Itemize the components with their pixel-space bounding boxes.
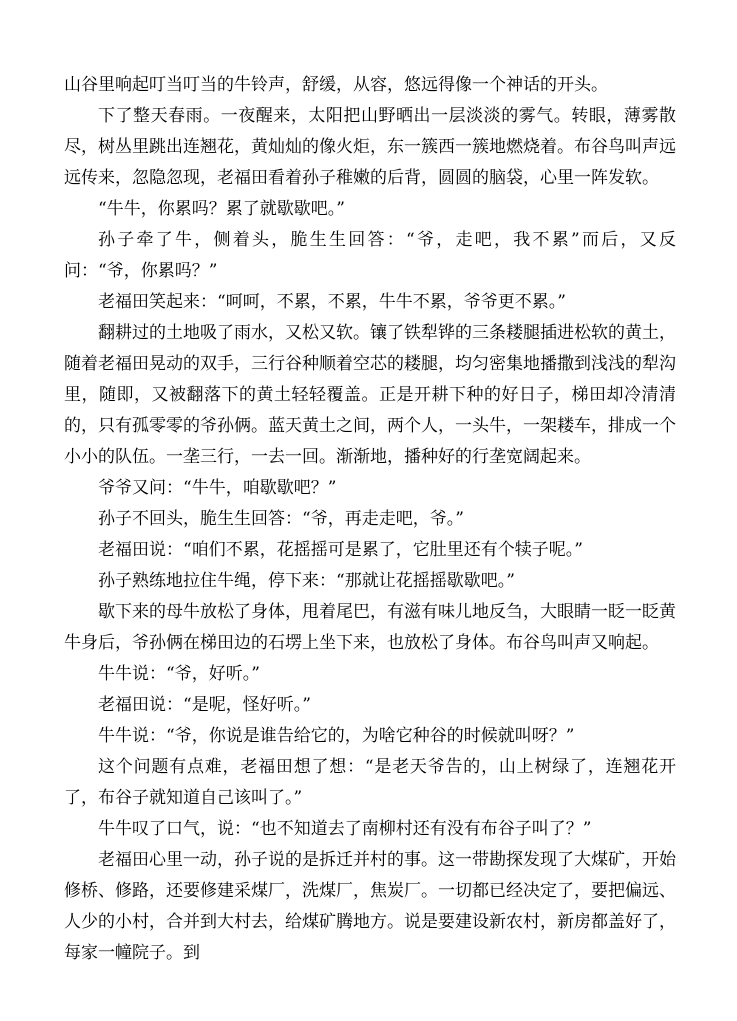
paragraph: 牛牛说：“爷，好听。” [98,664,260,684]
paragraph: 老福田说：“是呢，怪好听。” [98,695,311,715]
paragraph: 歇下来的母牛放松了身体，甩着尾巴，有滋有味儿地反刍，大眼睛一眨一眨黄牛身后，爷孙俩在梯田边的石塄上坐下来，也放松了身体。布谷鸟叫声又响起。 [64,602,676,653]
paragraph: 山谷里响起叮当叮当的牛铃声，舒缓，从容，悠远得像一个神话的开头。 [64,75,608,95]
paragraph: 孙子不回头，脆生生回答：“爷，再走走吧，爷。” [98,509,464,529]
paragraph: 牛牛说：“爷，你说是谁告给它的，为啥它种谷的时候就叫呀？” [98,726,575,746]
paragraph: 孙子熟练地拉住牛绳，停下来：“那就让花摇摇歇歇吧。” [98,571,515,591]
paragraph: 爷爷又问：“牛牛，咱歇歇吧？” [98,478,337,498]
paragraph: 下了整天春雨。一夜醒来，太阳把山野晒出一层淡淡的雾气。转眼，薄雾散尽，树丛里跳出连翘花，黄灿灿的像火炬，东一簇西一簇地燃烧着。布谷鸟叫声远远传来，忽隐忽现，老福田看着孙子稚嫩的后背，圆圆的脑袋，心里一阵发软。 [64,106,676,188]
paragraph: 这个问题有点难，老福田想了想：“是老天爷告的，山上树绿了，连翘花开了，布谷子就知道自己该叫了。” [64,757,676,808]
paragraph: 牛牛叹了口气，说：“也不知道去了南柳村还有没有布谷子叫了？” [98,819,592,839]
paragraph: 老福田笑起来：“呵呵，不累，不累，牛牛不累，爷爷更不累。” [98,292,566,312]
story-text [64,70,676,969]
paragraph: 老福田说：“咱们不累，花摇摇可是累了，它肚里还有个犊子呢。” [98,540,583,560]
paragraph: “牛牛，你累吗？累了就歇歇吧。” [98,199,345,219]
paragraph: 孙子牵了牛，侧着头，脆生生回答：“爷，走吧，我不累”而后，又反问：“爷，你累吗？” [64,230,676,281]
paragraph: 翻耕过的土地吸了雨水，又松又软。镶了铁犁铧的三条耧腿插进松软的黄土，随着老福田晃动的双手，三行谷种顺着空芯的耧腿，均匀密集地播撒到浅浅的犁沟里，随即，又被翻落下的黄土轻轻覆盖。正是开耕下种的好日子，梯田却冷清清的，只有孤零零的爷孙俩。蓝天黄土之间，两个人，一头牛，一架耧车，排成一个小小的队伍。一垄三行，一去一回。渐渐地，播种好的行垄宽阔起来。 [64,323,676,467]
paragraph: 老福田心里一动，孙子说的是拆迁并村的事。这一带勘探发现了大煤矿，开始修桥、修路，还要修建采煤厂，洗煤厂，焦炭厂。一切都已经决定了，要把偏远、人少的小村，合并到大村去，给煤矿腾地方。说是要建设新农村，新房都盖好了，每家一幢院子。到 [64,850,676,963]
